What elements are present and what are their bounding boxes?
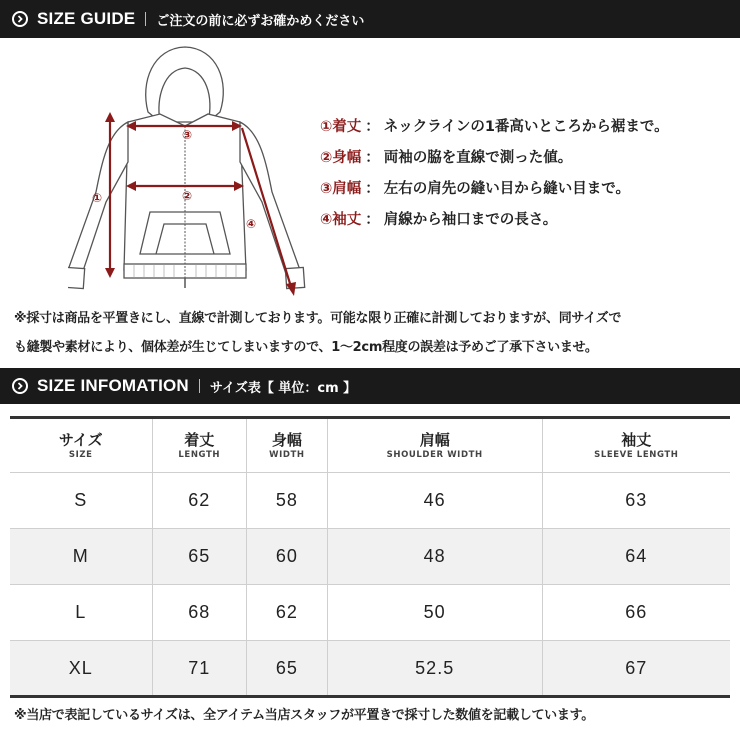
cell-sleeve: 64	[542, 529, 730, 585]
measurement-item: ④袖丈 ： 肩線から袖口までの長さ。	[320, 203, 669, 234]
cell-sleeve: 66	[542, 585, 730, 641]
measurement-label: ④袖丈	[320, 212, 362, 228]
cell-shoulder: 52.5	[327, 641, 542, 697]
size-table	[10, 416, 730, 698]
cell-shoulder: 48	[327, 529, 542, 585]
marker-sleeve: ④	[246, 217, 257, 231]
table-header-row	[10, 418, 730, 473]
measurement-label: ②身幅	[320, 150, 362, 166]
header-length: 着丈 LENGTH	[152, 418, 246, 473]
cell-length: 68	[152, 585, 246, 641]
cell-shoulder: 46	[327, 473, 542, 529]
measurement-label: ③肩幅	[320, 181, 362, 197]
table-row	[10, 473, 730, 529]
measurement-note-line-2: も縫製や素材により、個体差が生じてしまいますので、1〜2cm程度の誤差は予めご了承下さいませ。	[14, 340, 598, 355]
table-row	[10, 529, 730, 585]
marker-length: ①	[92, 191, 103, 205]
cell-size: M	[10, 529, 152, 585]
table-row	[10, 641, 730, 697]
cell-sleeve: 63	[542, 473, 730, 529]
cell-width: 60	[246, 529, 327, 585]
header-size: サイズ SIZE	[10, 418, 152, 473]
marker-width: ②	[182, 189, 193, 203]
cell-width: 58	[246, 473, 327, 529]
chevron-right-icon	[12, 378, 28, 394]
cell-size: L	[10, 585, 152, 641]
header-shoulder-width: 肩幅 SHOULDER WIDTH	[327, 418, 542, 473]
size-guide-subtitle: ご注文の前に必ずお確かめください	[156, 13, 365, 29]
size-info-subtitle: サイズ表【 単位：cm 】	[209, 380, 357, 396]
measurement-item: ③肩幅 ： 左右の肩先の縫い目から縫い目まで。	[320, 172, 669, 203]
measurement-desc: ネックラインの1番高いところから裾まで。	[383, 119, 669, 135]
measurement-note-line-1: ※採寸は商品を平置きにし、直線で計測しております。可能な限り正確に計測しておりますが、同サイズで	[14, 311, 622, 326]
measurement-item: ①着丈 ： ネックラインの1番高いところから裾まで。	[320, 110, 669, 141]
cell-length: 71	[152, 641, 246, 697]
table-row	[10, 585, 730, 641]
cell-width: 62	[246, 585, 327, 641]
hoodie-illustration	[68, 42, 308, 300]
size-info-title: SIZE INFOMATION	[37, 376, 189, 395]
cell-size: S	[10, 473, 152, 529]
measurement-desc: 両袖の脇を直線で測った値。	[383, 150, 573, 166]
measurement-label: ①着丈	[320, 119, 362, 135]
measurement-desc: 肩線から袖口までの長さ。	[383, 212, 558, 228]
cell-shoulder: 50	[327, 585, 542, 641]
cell-size: XL	[10, 641, 152, 697]
size-guide-header	[0, 0, 740, 38]
measurement-item: ②身幅 ： 両袖の脇を直線で測った値。	[320, 141, 669, 172]
header-width: 身幅 WIDTH	[246, 418, 327, 473]
hoodie-diagram	[68, 42, 308, 300]
divider	[199, 379, 200, 393]
header-sleeve-length: 袖丈 SLEEVE LENGTH	[542, 418, 730, 473]
cell-length: 65	[152, 529, 246, 585]
size-guide-title: SIZE GUIDE	[37, 9, 136, 28]
cell-width: 65	[246, 641, 327, 697]
measurement-list	[320, 110, 669, 234]
divider	[145, 12, 146, 26]
marker-shoulder: ③	[182, 128, 193, 142]
cell-sleeve: 67	[542, 641, 730, 697]
footer-note: ※当店で表記しているサイズは、全アイテム当店スタッフが平置きで採寸した数値を記載しています。	[14, 708, 594, 723]
measurement-desc: 左右の肩先の縫い目から縫い目まで。	[383, 181, 630, 197]
chevron-right-icon	[12, 11, 28, 27]
size-info-header	[0, 368, 740, 404]
cell-length: 62	[152, 473, 246, 529]
